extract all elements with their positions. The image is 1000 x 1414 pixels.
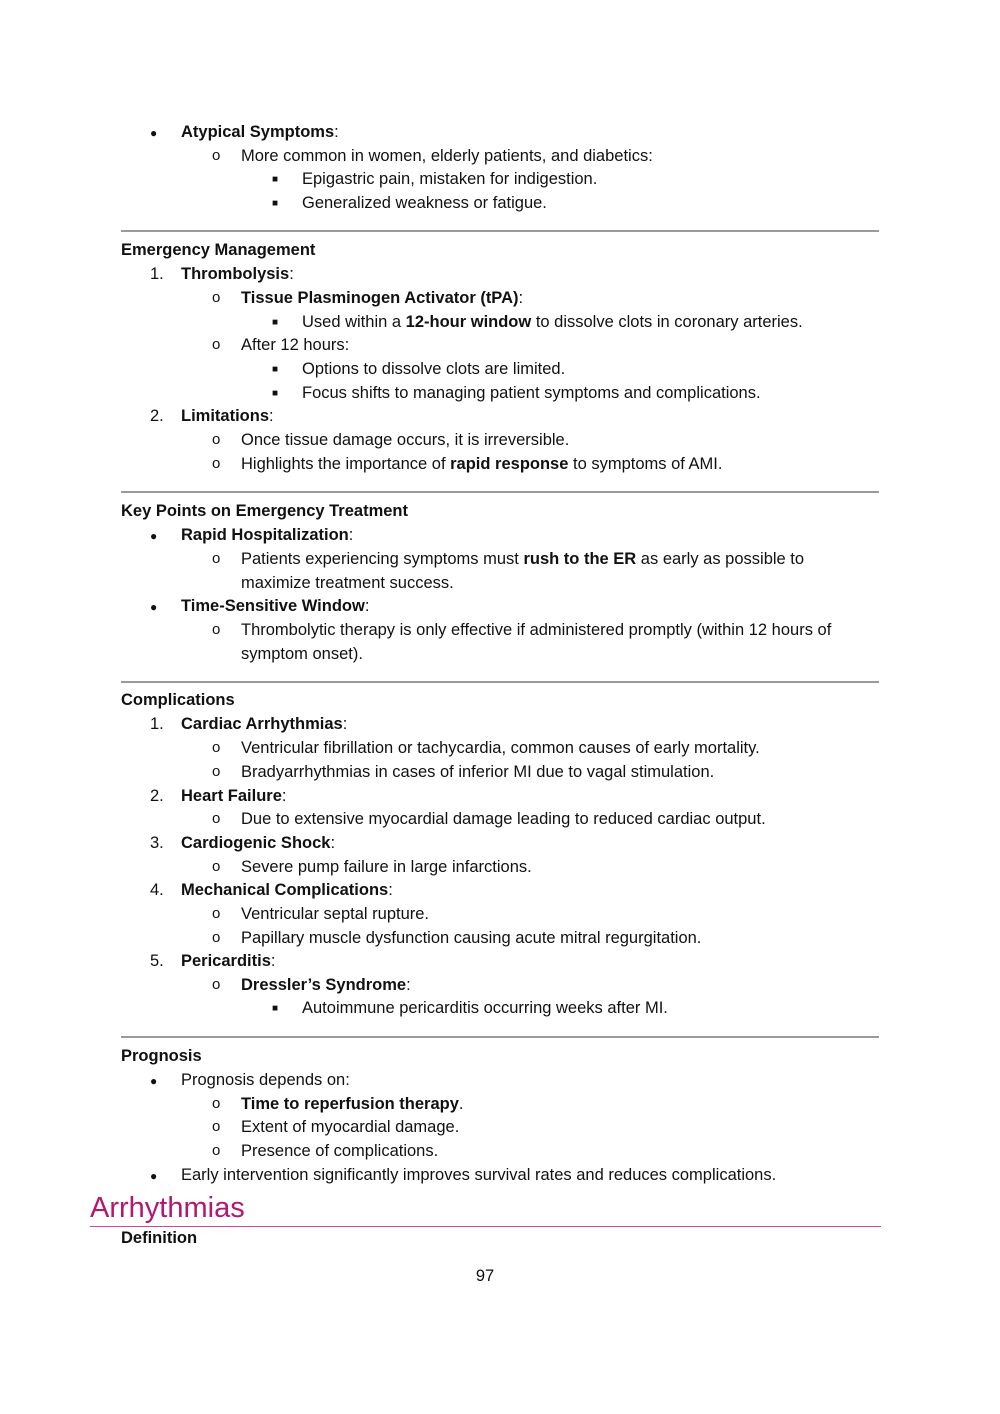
limitations-item: Once tissue damage occurs, it is irreversible. xyxy=(241,431,570,449)
bullet-circle-icon: o xyxy=(212,621,221,638)
prognosis-final: Early intervention significantly improves survival rates and reduces complications. xyxy=(181,1166,777,1184)
bullet-square-icon: ■ xyxy=(272,198,279,209)
time-text-cont: symptom onset). xyxy=(241,645,363,663)
bullet-circle-icon: o xyxy=(212,763,221,780)
list-number: 3. xyxy=(150,834,164,852)
complication-sub: Due to extensive myocardial damage leading to reduced cardiac output. xyxy=(241,810,766,828)
emergency-heading: Emergency Management xyxy=(121,241,316,259)
list-number: 5. xyxy=(150,952,164,970)
section-divider xyxy=(121,1036,879,1038)
complication-label: Pericarditis: xyxy=(181,952,276,970)
prognosis-item: Time to reperfusion therapy. xyxy=(241,1095,464,1113)
rapid-label: Rapid Hospitalization: xyxy=(181,526,354,544)
list-number: 2. xyxy=(150,787,164,805)
list-number: 4. xyxy=(150,881,164,899)
bullet-circle-icon: o xyxy=(212,739,221,756)
dressler-item: Autoimmune pericarditis occurring weeks after MI. xyxy=(302,999,668,1017)
limitations-item: Highlights the importance of rapid response to symptoms of AMI. xyxy=(241,455,723,473)
bullet-disc-icon: ● xyxy=(150,126,158,140)
bullet-square-icon: ■ xyxy=(272,364,279,375)
heading-underline xyxy=(90,1226,881,1227)
atypical-heading: Atypical Symptoms: xyxy=(181,123,339,141)
complication-sub: Ventricular septal rupture. xyxy=(241,905,430,923)
section-divider xyxy=(121,230,879,232)
bullet-disc-icon: ● xyxy=(150,529,158,543)
rapid-text: Patients experiencing symptoms must rush to the ER as early as possible to xyxy=(241,550,805,568)
dressler-label: Dressler’s Syndrome: xyxy=(241,976,411,994)
bullet-square-icon: ■ xyxy=(272,1003,279,1014)
time-text: Thrombolytic therapy is only effective if administered promptly (within 12 hours of xyxy=(241,621,832,639)
prognosis-intro: Prognosis depends on: xyxy=(181,1071,350,1089)
list-number: 2. xyxy=(150,407,164,425)
bullet-circle-icon: o xyxy=(212,976,221,993)
time-label: Time-Sensitive Window: xyxy=(181,597,370,615)
prognosis-item: Extent of myocardial damage. xyxy=(241,1118,460,1136)
keypoints-heading: Key Points on Emergency Treatment xyxy=(121,502,409,520)
after-12-hours: After 12 hours: xyxy=(241,336,350,354)
bullet-circle-icon: o xyxy=(212,1118,221,1135)
bullet-circle-icon: o xyxy=(212,1095,221,1112)
atypical-item: Generalized weakness or fatigue. xyxy=(302,194,547,212)
bullet-disc-icon: ● xyxy=(150,1074,158,1088)
complication-sub: Severe pump failure in large infarctions. xyxy=(241,858,532,876)
thrombolysis-label: Thrombolysis: xyxy=(181,265,294,283)
bullet-circle-icon: o xyxy=(212,431,221,448)
prognosis-item: Presence of complications. xyxy=(241,1142,439,1160)
bullet-circle-icon: o xyxy=(212,1142,221,1159)
arrhythmias-heading: Arrhythmias xyxy=(90,1192,245,1224)
after-item: Options to dissolve clots are limited. xyxy=(302,360,566,378)
prognosis-heading: Prognosis xyxy=(121,1047,202,1065)
bullet-circle-icon: o xyxy=(212,810,221,827)
section-divider xyxy=(121,491,879,493)
bullet-square-icon: ■ xyxy=(272,317,279,328)
rapid-text-cont: maximize treatment success. xyxy=(241,574,454,592)
complication-label: Mechanical Complications: xyxy=(181,881,393,899)
complication-sub: Ventricular fibrillation or tachycardia, common causes of early mortality. xyxy=(241,739,760,757)
bullet-square-icon: ■ xyxy=(272,388,279,399)
bullet-disc-icon: ● xyxy=(150,1169,158,1183)
complication-sub: Papillary muscle dysfunction causing acute mitral regurgitation. xyxy=(241,929,702,947)
section-divider xyxy=(121,681,879,683)
atypical-item: Epigastric pain, mistaken for indigestion. xyxy=(302,170,598,188)
bullet-disc-icon: ● xyxy=(150,600,158,614)
bullet-circle-icon: o xyxy=(212,336,221,353)
bullet-circle-icon: o xyxy=(212,147,221,164)
bullet-circle-icon: o xyxy=(212,455,221,472)
complication-sub: Bradyarrhythmias in cases of inferior MI due to vagal stimulation. xyxy=(241,763,715,781)
bullet-square-icon: ■ xyxy=(272,174,279,185)
tpa-detail: Used within a 12-hour window to dissolve clots in coronary arteries. xyxy=(302,313,803,331)
limitations-label: Limitations: xyxy=(181,407,274,425)
complication-label: Cardiogenic Shock: xyxy=(181,834,336,852)
bullet-circle-icon: o xyxy=(212,550,221,567)
list-number: 1. xyxy=(150,265,164,283)
complication-label: Cardiac Arrhythmias: xyxy=(181,715,348,733)
atypical-sub: More common in women, elderly patients, and diabetics: xyxy=(241,147,653,165)
tpa-label: Tissue Plasminogen Activator (tPA): xyxy=(241,289,524,307)
bullet-circle-icon: o xyxy=(212,905,221,922)
after-item: Focus shifts to managing patient symptoms and complications. xyxy=(302,384,761,402)
bullet-circle-icon: o xyxy=(212,929,221,946)
complications-heading: Complications xyxy=(121,691,235,709)
bullet-circle-icon: o xyxy=(212,858,221,875)
definition-subheading: Definition xyxy=(121,1229,198,1247)
complication-label: Heart Failure: xyxy=(181,787,287,805)
list-number: 1. xyxy=(150,715,164,733)
page-number: 97 xyxy=(475,1267,495,1285)
bullet-circle-icon: o xyxy=(212,289,221,306)
